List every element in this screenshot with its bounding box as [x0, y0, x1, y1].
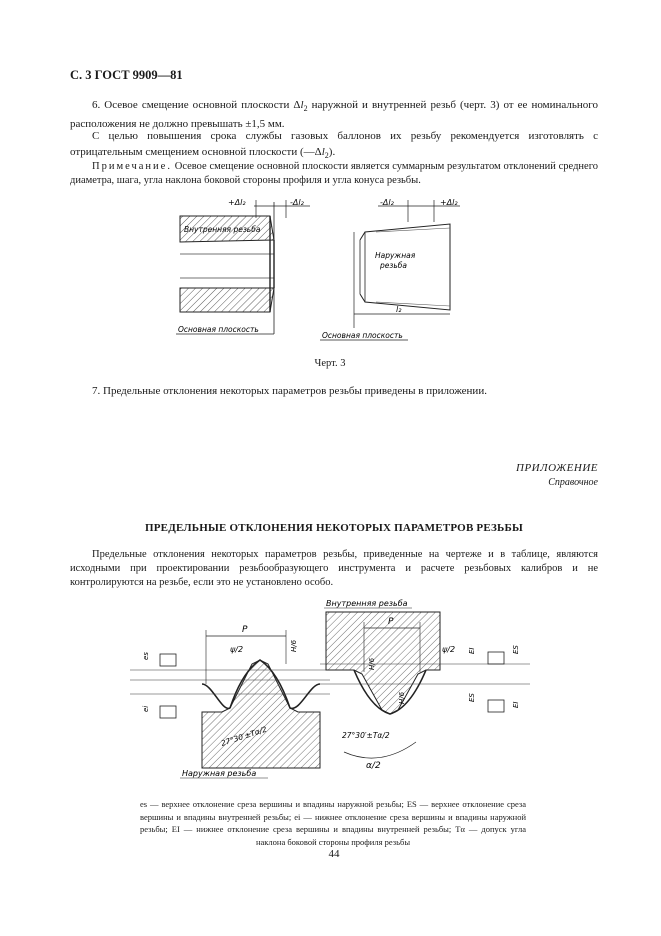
p6b-subsub: 2	[324, 150, 329, 160]
fig3-left-label-inner: Внутренняя резьба	[184, 225, 261, 234]
p6-text-b: наружной и внутренней резьб (черт. 3) от ее номинального расположения не должно превышать ±1,5 мм.	[70, 99, 598, 130]
paragraph-7: 7. Предельные отклонения некоторых параметров резьбы приведены в приложении.	[92, 385, 487, 397]
figure-legend: es — верхнее отклонение среза вершины и впадины наружной резьбы; ES — верхнее отклонение среза вершины и впадины внутренней резьбы; ei — нижнее отклонение среза вершины и впадины наружной резьбы; EI — нижнее отклонение среза вершины и впадины внутренней резьбы; Tα — допуск угла наклона боковой стороны профиля резьбы	[140, 799, 526, 847]
paragraph-6	[70, 98, 598, 132]
fig3-right-l2: l₂	[396, 305, 402, 314]
paragraph-6b	[70, 129, 598, 163]
fig3-right-label-outer-2: резьба	[380, 261, 408, 270]
page-number: 44	[328, 848, 340, 860]
fig4-p-right: P	[388, 617, 394, 627]
fig4-right-profile	[320, 599, 530, 771]
fig4-angle-left: 27°30′±Tα/2	[219, 724, 268, 748]
note-text: Осевое смещение основной плоскости является суммарным результатом отклонений среднего диаметра, шага, угла наклона боковой стороны профиля и угла конуса резьбы.	[70, 161, 598, 186]
fig4-EI-top: EI	[468, 647, 476, 654]
fig3-left	[176, 198, 310, 334]
fig4-left-profile	[130, 625, 330, 778]
fig4-p: P	[242, 625, 248, 635]
figure-3-caption: Черт. 3	[314, 358, 346, 369]
p6b-text-a: С целью повышения срока службы газовых баллонов их резьбу рекомендуется изготовлять с отрицательным смещением основной плоскости (—Δ	[70, 130, 598, 158]
fig3-left-dim-b: -Δl₂	[290, 198, 304, 207]
fig3-right	[320, 198, 460, 340]
fig4-es-left: es	[142, 652, 150, 660]
p6-sub: l	[300, 99, 304, 111]
fig4-ES-bottom: ES	[468, 693, 476, 702]
page-header: С. 3 ГОСТ 9909—81	[70, 68, 183, 82]
fig3-right-label-base: Основная плоскость	[322, 331, 403, 340]
fig4-ei-left: ei	[142, 705, 150, 712]
fig4-h6-left: H/6	[290, 639, 298, 652]
fig4-h6-right: H/6	[368, 657, 376, 670]
section-title: ПРЕДЕЛЬНЫЕ ОТКЛОНЕНИЯ НЕКОТОРЫХ ПАРАМЕТРОВ РЕЗЬБЫ	[145, 522, 523, 534]
figure-3	[150, 192, 490, 352]
note	[70, 160, 598, 188]
fig3-right-dim-b: +Δl₂	[440, 198, 458, 207]
fig4-h6-right-2: H/6	[398, 691, 406, 704]
appendix-subtitle: Справочное	[548, 477, 598, 488]
fig4-EI-bottom: EI	[512, 701, 520, 708]
fig3-left-dim-a: +Δl₂	[228, 198, 246, 207]
fig4-psi-right: ψ/2	[442, 645, 456, 654]
fig3-right-dim-a: -Δl₂	[380, 198, 394, 207]
p6-text-a: 6. Осевое смещение основной плоскости Δ	[92, 99, 301, 111]
p6b-text-b: ).	[328, 145, 336, 158]
fig4-psi: ψ/2	[230, 645, 244, 654]
appendix-title: ПРИЛОЖЕНИЕ	[516, 462, 598, 474]
note-label: Примечание.	[92, 161, 172, 172]
fig4-label-inner: Внутренняя резьба	[326, 599, 408, 608]
p6-subsub: 2	[303, 104, 308, 114]
fig4-ES-top: ES	[512, 645, 520, 654]
fig3-left-label-base: Основная плоскость	[178, 325, 259, 334]
fig3-right-label-outer-1: Наружная	[375, 251, 416, 260]
fig4-alpha: α/2	[366, 761, 381, 771]
fig4-label-outer: Наружная резьба	[182, 769, 257, 778]
fig4-angle-right: 27°30′±Tα/2	[342, 731, 390, 740]
p6b-sub: l	[321, 145, 325, 158]
intro-paragraph: Предельные отклонения некоторых параметров резьбы, приведенные на чертеже и в таблице, являются исходными при проектировании резьбообразующего инструмента и расчете резьбовых калибров и не контролируются на резьбе, если это не установлено особо.	[70, 549, 598, 588]
figure-thread-profile	[130, 592, 530, 792]
